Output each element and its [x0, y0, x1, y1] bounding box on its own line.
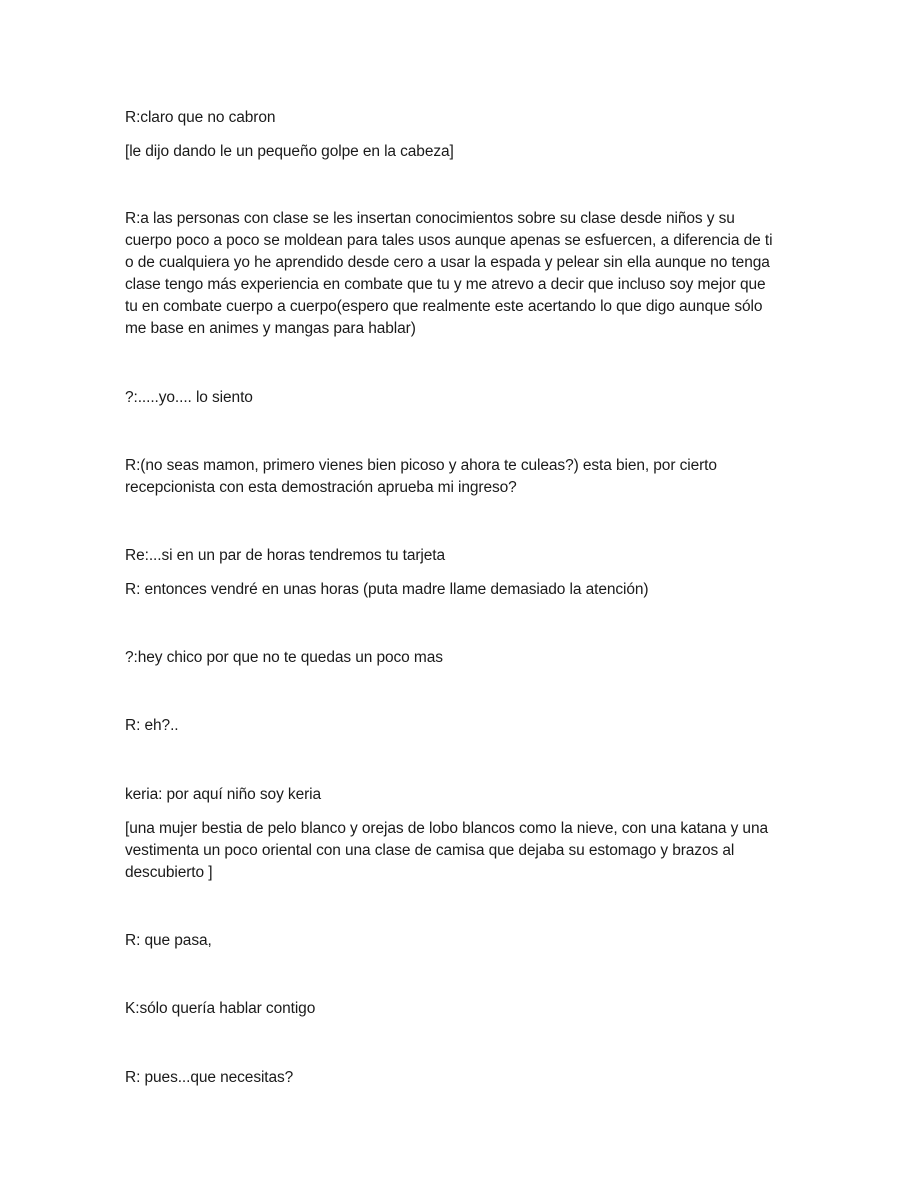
dialogue-line: keria: por aquí niño soy keria	[125, 786, 322, 803]
dialogue-line: R: pues...que necesitas?	[125, 1069, 294, 1086]
narration-line: [le dijo dando le un pequeño golpe en la cabeza]	[125, 143, 454, 160]
dialogue-paragraph: R:(no seas mamon, primero vienes bien picoso y ahora te culeas?) esta bien, por cierto recepcionista con esta demostración aprueba mi ingreso?	[125, 457, 717, 496]
dialogue-line: K:sólo quería hablar contigo	[125, 1000, 316, 1017]
dialogue-line: R: eh?..	[125, 717, 179, 734]
dialogue-line: R: entonces vendré en unas horas (puta madre llame demasiado la atención)	[125, 581, 649, 598]
dialogue-line: ?:.....yo.... lo siento	[125, 389, 253, 406]
dialogue-line: R: que pasa,	[125, 932, 212, 949]
dialogue-paragraph: R:a las personas con clase se les insertan conocimientos sobre su clase desde niños y su cuerpo poco a poco se moldean para tales usos aunque apenas se esfuercen, a diferencia de ti o de cualquiera yo he aprendido desde cero a usar la espada y pelear sin ella aunque no tenga clase tengo más experiencia en combate que tu y me atrevo a decir que incluso soy mejor que tu en combate cuerpo a cuerpo(espero que realmente este acertando lo que digo aunque sólo me base en animes y mangas para hablar)	[125, 210, 773, 337]
dialogue-line: R:claro que no cabron	[125, 109, 276, 126]
dialogue-line: ?:hey chico por que no te quedas un poco mas	[125, 649, 443, 666]
dialogue-line: Re:...si en un par de horas tendremos tu tarjeta	[125, 547, 446, 564]
narration-paragraph: [una mujer bestia de pelo blanco y orejas de lobo blancos como la nieve, con una katana y una vestimenta un poco oriental con una clase de camisa que dejaba su estomago y brazos al descubierto ]	[125, 820, 768, 881]
